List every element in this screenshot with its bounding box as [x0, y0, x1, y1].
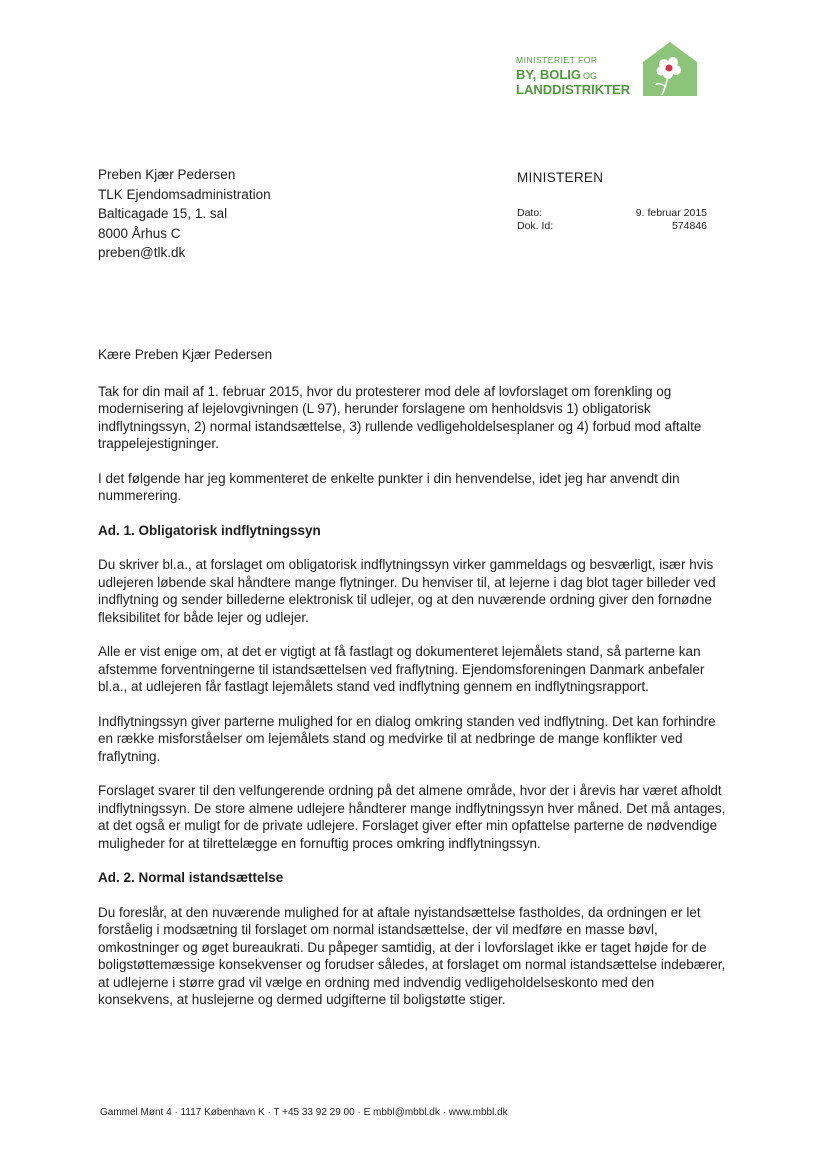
- paragraph-ad1-3: Indflytningssyn giver parterne mulighed for en dialog omkring standen ved indflytning. Det kan forhindre en række misforståelser om lejemålets stand og medvirke til at nedbringe de mange konflikter ved fraflytning.: [98, 713, 716, 764]
- date-row: [517, 207, 707, 220]
- sender-title: MINISTEREN: [517, 170, 604, 185]
- logo-line-2: [516, 68, 630, 81]
- greeting: Kære Preben Kjær Pedersen: [98, 347, 273, 362]
- doc-id-row: [517, 220, 707, 233]
- recipient-address: [98, 165, 271, 263]
- logo-line-2-main: BY, BOLIG: [516, 66, 582, 82]
- paragraph-intro: Tak for din mail af 1. februar 2015, hvor du protesterer mod dele af lovforslaget om forenkling og modernisering af lejelovgivningen (L 97), herunder forslagene om henholdsvis 1) obligatorisk indflytningssyn, 2) normal istandsættelse, 3) rullende vedligeholdelsesplaner og 4) forbud mod aftalte trappelejestigninger.: [98, 383, 702, 451]
- heading-ad-1: Ad. 1. Obligatorisk indflytningssyn: [98, 522, 321, 538]
- logo-line-3: LANDDISTRIKTER: [516, 81, 631, 97]
- recipient-company: TLK Ejendomsadministration: [98, 186, 271, 202]
- letter-body: [98, 346, 728, 1026]
- house-flower-icon: [640, 40, 700, 98]
- paragraph-ad1-2: Alle er vist enige om, at det er vigtigt at få fastlagt og dokumenteret lejemålets stand, så parterne kan afstemme forventningerne til istandsættelsen ved fraflytning. Ejendomsforeningen Danmark anbefaler bl.a., at udlejeren får fastlagt lejemålets stand ved indflytning gennem en indflytningsrapport.: [98, 644, 705, 694]
- logo-line-2-og: OG: [583, 70, 598, 81]
- paragraph-ad1-4: Forslaget svarer til den velfungerende ordning på det almene område, hvor der i årevis har været afholdt indflytningssyn. De store almene udlejere håndterer mange indflytningssyn hver måned. Det må antages, at det også er muligt for de private udlejere. Forslaget giver efter min opfattelse parterne de nødvendige muligheder for at tilrettelægge en fornuftig proces omkring indflytningssyn.: [98, 783, 726, 851]
- letter-meta: [517, 207, 707, 233]
- paragraph-ad2-1: Du foreslår, at den nuværende mulighed for at aftale nyistandsættelse fastholdes, da ordningen er let forståelig i modsætning til forslaget om normal istandsættelse, der vil medføre en masse bøvl, omkostninger og øget bureaukrati. Du påpeger samtidig, at der i lovforslaget ikke er taget højde for de boligstøttemæssige konsekvenser og forudser således, at forslaget om normal istandsættelse indebærer, at udlejerne i større grad vil vælge en ordning med indvendig vedligeholdelseskonto med den konsekvens, at huslejerne og dermed udgifterne til boligstøtte stiger.: [98, 904, 726, 1007]
- heading-ad-2: Ad. 2. Normal istandsættelse: [98, 870, 284, 885]
- recipient-street: Balticagade 15, 1. sal: [98, 206, 228, 221]
- doc-id-label: Dok. Id:: [517, 220, 554, 232]
- date-value: 9. februar 2015: [635, 207, 707, 219]
- paragraph-numbering: I det følgende har jeg kommenteret de enkelte punkter i din henvendelse, idet jeg har anvendt din nummerering.: [98, 470, 680, 503]
- logo-text: [516, 56, 630, 96]
- recipient-name: Preben Kjær Pedersen: [98, 167, 236, 182]
- doc-id-value: 574846: [671, 220, 707, 232]
- paragraph-ad1-1: Du skriver bl.a., at forslaget om obligatorisk indflytningssyn virker gammeldags og besværligt, især hvis udlejeren løbende skal håndtere mange flytninger. Du henviser til, at lejerne i dag blot tager billeder ved indflytning og sender billederne elektronisk til udlejer, og at den nuværende ordning giver den fornødne fleksibilitet for både lejer og udlejer.: [98, 557, 716, 625]
- page-footer: Gammel Mønt 4 · 1117 København K · T +45 33 92 29 00 · E mbbl@mbbl.dk · www.mbbl.dk: [100, 1107, 508, 1118]
- date-label: Dato:: [517, 207, 543, 219]
- ministry-logo: [516, 40, 706, 102]
- recipient-email: preben@tlk.dk: [98, 245, 186, 260]
- logo-line-1: MINISTERIET FOR: [516, 55, 598, 65]
- recipient-city: 8000 Århus C: [98, 225, 181, 241]
